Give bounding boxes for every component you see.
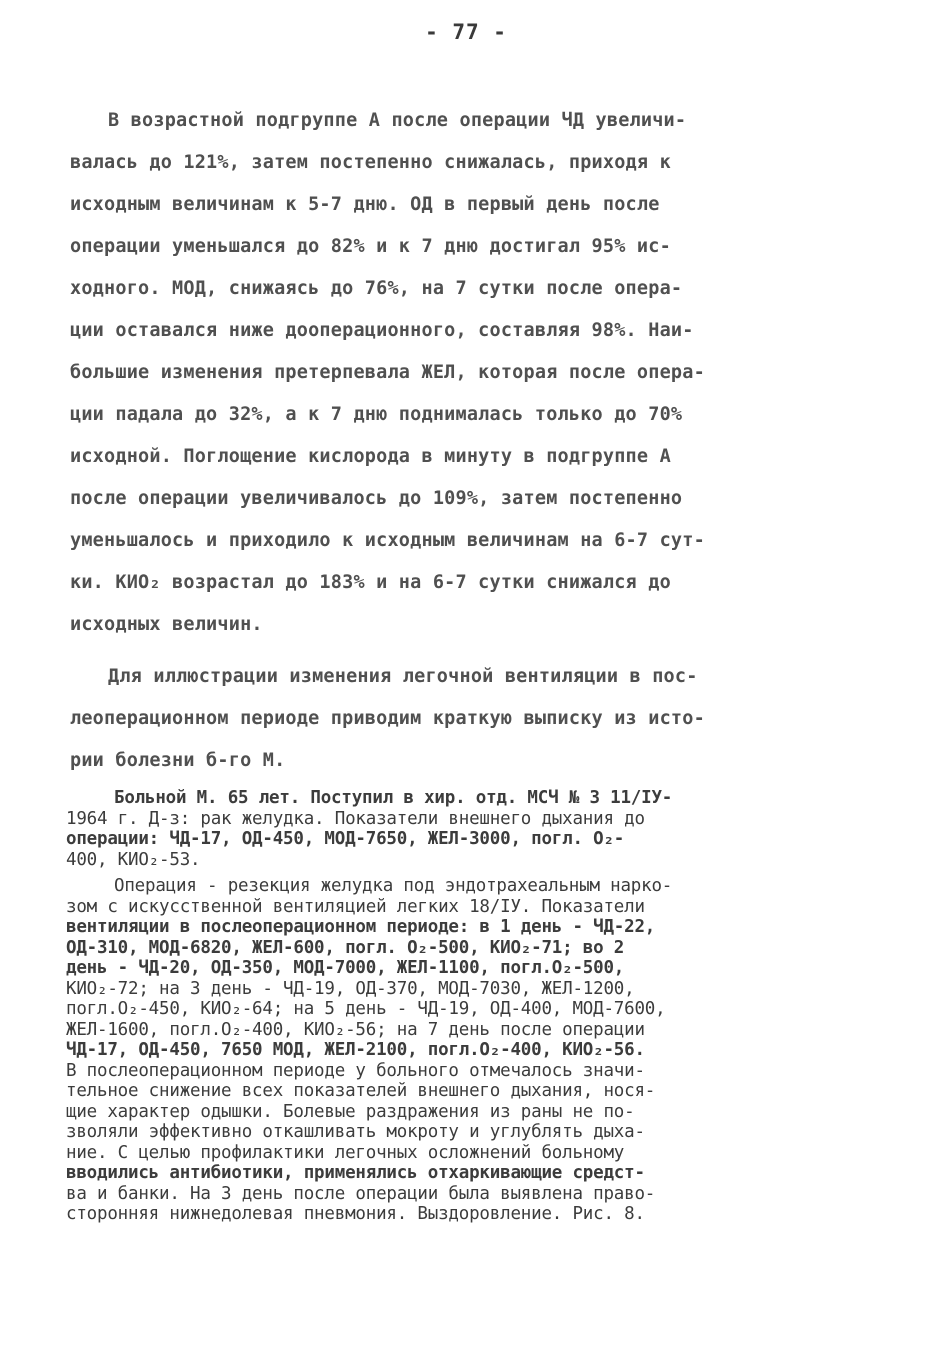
text-line: после операции увеличивалось до 109%, затем постепенно [70,488,683,509]
text-line: ции оставался ниже дооперационного, составляя 98%. Наи- [70,320,694,341]
text-line: уменьшалось и приходило к исходным величинам на 6-7 сут- [70,530,705,551]
case-note-postoperative [66,876,886,1225]
page-number: - 77 - [425,20,507,44]
text-line: вводились антибиотики, применялись отхаркивающие средст- [66,1163,645,1183]
text-line: тельное снижение всех показателей внешнего дыхания, нося- [66,1081,656,1101]
text-line: леоперационном периоде приводим краткую выписку из исто- [70,708,705,729]
case-note-admission [66,788,886,870]
text-line: ЖЕЛ-1600, погл.О₂-400, КИО₂-56; на 7 день после операции [66,1019,645,1040]
text-line: ние. С целью профилактики легочных осложнений больному [66,1142,625,1163]
text-line: операции уменьшался до 82% и к 7 дню достигал 95% ис- [70,236,671,257]
text-line: ЧД-17, ОД-450, 7650 МОД, ЖЕЛ-2100, погл.О₂-400, КИО₂-56. [66,1040,645,1060]
text-line: валась до 121%, затем постепенно снижалась, приходя к [70,152,671,173]
text-line: исходной. Поглощение кислорода в минуту в подгруппе А [70,446,671,467]
text-line: вентиляции в послеоперационном периоде: в 1 день - ЧД-22, [66,917,656,937]
paragraph-illustration-intro [70,656,870,782]
text-line: 1964 г. Д-з: рак желудка. Показатели внешнего дыхания до [66,808,645,829]
text-line: ции падала до 32%, а к 7 дню поднималась только до 70% [70,404,683,425]
text-line: сторонняя нижнедолевая пневмония. Выздоровление. Рис. 8. [66,1204,645,1224]
text-line: операции: ЧД-17, ОД-450, МОД-7650, ЖЕЛ-3000, погл. О₂- [66,829,625,849]
text-line: исходным величинам к 5-7 дню. ОД в первый день после [70,194,660,215]
text-line: В возрастной подгруппе А после операции ЧД увеличи- [108,110,687,131]
text-line: КИО₂-72; на 3 день - ЧД-19, ОД-370, МОД-7030, ЖЕЛ-1200, [66,978,635,999]
text-line: 400, КИО₂-53. [66,849,201,870]
text-line: Больной М. 65 лет. Поступил в хир. отд. МСЧ № 3 11/IУ- [114,788,673,808]
text-line: Для иллюстрации изменения легочной вентиляции в пос- [108,666,698,687]
text-line: В послеоперационном периоде у больного отмечалось значи- [66,1060,645,1081]
text-line: щие характер одышки. Болевые раздражения из раны не по- [66,1101,635,1122]
text-line: рии болезни б-го М. [70,750,286,771]
text-line: ки. КИО₂ возрастал до 183% и на 6-7 сутки снижался до [70,572,671,593]
text-line: погл.О₂-450, КИО₂-64; на 5 день - ЧД-19, ОД-400, МОД-7600, [66,999,666,1019]
text-line: Операция - резекция желудка под эндотрахеальным нарко- [114,876,673,896]
text-line: большие изменения претерпевала ЖЕЛ, которая после опера- [70,362,705,383]
text-line: ва и банки. На 3 день после операции была выявлена право- [66,1183,656,1204]
text-line: день - ЧД-20, ОД-350, МОД-7000, ЖЕЛ-1100, погл.О₂-500, [66,958,625,978]
text-line: исходных величин. [70,614,263,635]
text-line: ОД-310, МОД-6820, ЖЕЛ-600, погл. О₂-500, КИО₂-71; во 2 [66,937,625,958]
text-line: зом с искусственной вентиляцией легких 18/IУ. Показатели [66,896,645,917]
text-line: ходного. МОД, снижаясь до 76%, на 7 сутки после опера- [70,278,683,299]
text-line: зволяли эффективно откашливать мокроту и углублять дыха- [66,1122,645,1142]
paragraph-age-subgroup-a [70,100,870,646]
